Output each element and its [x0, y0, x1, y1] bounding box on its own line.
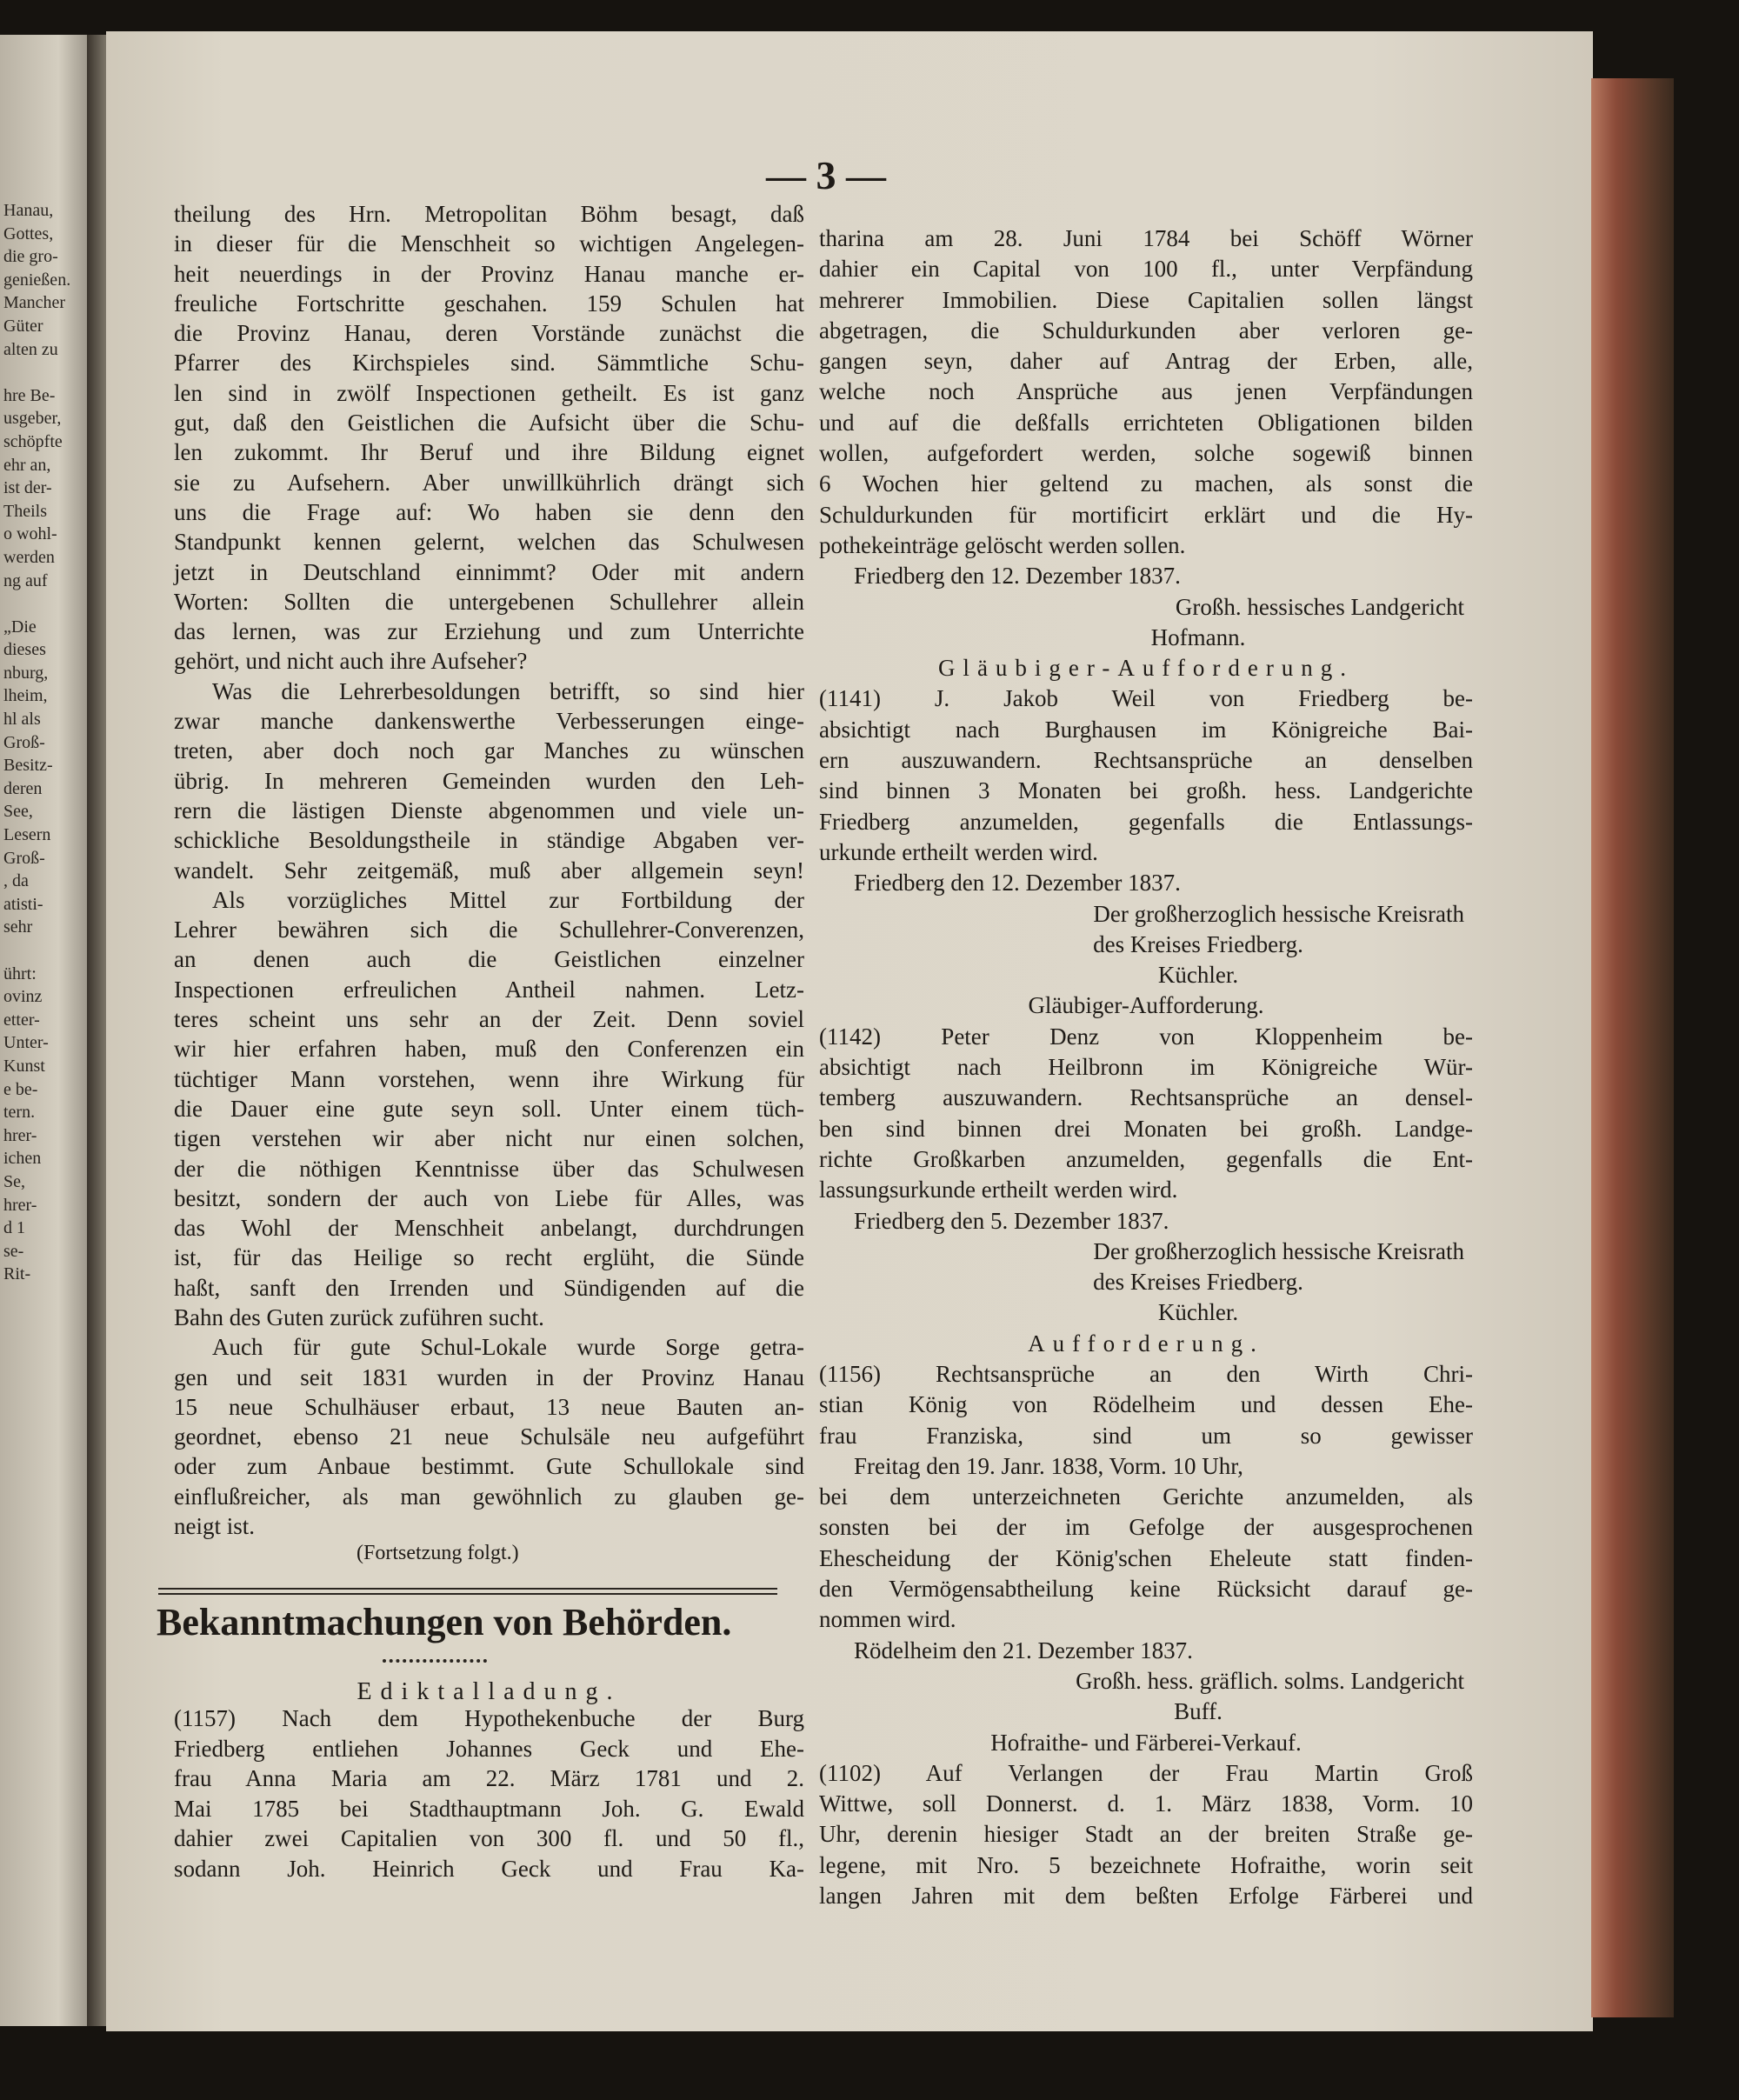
page-number: — 3 —	[766, 153, 886, 197]
text-line: rern die lästigen Dienste abgenommen und viele un-	[174, 797, 804, 823]
text-line: Friedberg anzumelden, gegenfalls die Entlassungs-	[819, 808, 1473, 835]
text-line: Friedberg entliehen Johannes Geck und Ehe-	[174, 1735, 804, 1762]
text-line: schickliche Besoldungstheile in ständige Abgaben ver-	[174, 827, 804, 854]
text-line: legene, mit Nro. 5 bezeichnete Hofraithe, worin seit	[819, 1851, 1473, 1878]
fragment-line: Hanau,	[3, 201, 54, 220]
text-line: Mai 1785 bei Stadthauptmann Joh. G. Ewald	[174, 1795, 804, 1822]
text-line: Worten: Sollten die untergebenen Schullehrer allein	[174, 588, 804, 615]
fragment-line: ehr an,	[3, 455, 51, 475]
text-line: Gläubiger-Aufforderung.	[1028, 992, 1264, 1019]
text-line: absichtigt nach Heilbronn im Königreiche Wür-	[819, 1054, 1473, 1081]
fragment-line: d 1	[3, 1218, 25, 1238]
text-line: wir hier erfahren haben, muß den Conferenzen ein	[174, 1036, 804, 1063]
fragment-line	[3, 592, 90, 616]
fragment-line: hrer-	[3, 1125, 37, 1145]
text-line: einflußreicher, als man gewöhnlich zu glauben ge-	[174, 1483, 804, 1510]
text-line: treten, aber doch noch gar Manches zu wünschen	[174, 737, 804, 764]
fragment-line: Gottes,	[3, 223, 54, 243]
text-line: gehört, und nicht auch ihre Aufseher?	[174, 648, 528, 675]
text-line: das lernen, was zur Erziehung und zum Unterrichte	[174, 618, 804, 645]
fragment-line	[3, 361, 90, 384]
edikt-heading: Ediktalladung.	[356, 1678, 622, 1705]
fragment-line: e be-	[3, 1079, 38, 1099]
text-line: wollen, aufgefordert werden, solche sogewiß binnen	[819, 440, 1473, 467]
fragment-line: schöpfte	[3, 431, 63, 451]
text-line: geordnet, ebenso 21 neue Schulsäle neu aufgeführt	[174, 1423, 804, 1450]
text-line: dahier zwei Capitalien von 300 fl. und 50 fl.,	[174, 1825, 804, 1852]
text-line: das Wohl der Menschheit anbelangt, durchdrungen	[174, 1215, 804, 1242]
text-line: abgetragen, die Schuldurkunden aber verloren ge-	[819, 317, 1473, 343]
fragment-line: Kunst	[3, 1056, 45, 1076]
text-line: freuliche Fortschritte geschahen. 159 Schulen hat	[174, 290, 804, 317]
text-line: Schuldurkunden für mortificirt erklärt und die Hy-	[819, 501, 1473, 528]
text-line: Auch für gute Schul-Lokale wurde Sorge getra-	[212, 1334, 804, 1361]
left-column-notice	[174, 1703, 804, 1884]
fragment-line: ichen	[3, 1149, 42, 1169]
text-line: dahier ein Capital von 100 fl., unter Verpfändung	[819, 256, 1473, 283]
text-line: welche noch Ansprüche aus jenen Verpfändungen	[819, 378, 1473, 405]
text-line: oder zum Anbaue bestimmt. Gute Schullokale sind	[174, 1453, 804, 1480]
fragment-line: Besitz-	[3, 756, 53, 776]
text-line: zwar manche dankenswerthe Verbesserungen einge-	[174, 708, 804, 735]
fragment-line: , da	[3, 871, 29, 891]
fragment-line: ng auf	[3, 570, 48, 590]
text-line: Hofmann.	[1150, 623, 1246, 650]
fragment-line: Güter	[3, 316, 43, 336]
text-line: absichtigt nach Burghausen im Königreiche Bai-	[819, 716, 1473, 743]
text-line: besitzt, sondern der auch von Liebe für Alles, was	[174, 1184, 804, 1211]
fragment-line: usgeber,	[3, 409, 62, 429]
fragment-line: die gro-	[3, 247, 58, 267]
text-line: sodann Joh. Heinrich Geck und Frau Ka-	[174, 1855, 804, 1882]
text-line: frau Anna Maria am 22. März 1781 und 2.	[174, 1765, 804, 1792]
section-heading: Bekanntmachungen von Behörden.	[157, 1601, 732, 1643]
left-column-article	[174, 199, 804, 1541]
text-line: tüchtiger Mann vorstehen, wenn ihre Wirkung für	[174, 1065, 804, 1092]
text-line: Hofraithe- und Färberei-Verkauf.	[990, 1729, 1302, 1756]
fragment-line: ovinz	[3, 987, 43, 1007]
text-line: gen und seit 1831 wurden in der Provinz Hanau	[174, 1363, 804, 1390]
fragment-line: hrer-	[3, 1195, 37, 1215]
text-line: Pfarrer des Kirchspieles sind. Sämmtliche Schu-	[174, 350, 804, 377]
text-line: Lehrer bewähren sich die Schullehrer-Converenzen,	[174, 917, 804, 943]
text-line: ben sind binnen drei Monaten bei großh. Landge-	[819, 1115, 1473, 1142]
fragment-line: Groß-	[3, 732, 45, 752]
text-line: frau Franziska, sind um so gewisser	[819, 1422, 1473, 1449]
fragment-line: hre Be-	[3, 385, 56, 405]
text-line: 6 Wochen hier geltend zu machen, als sonst die	[819, 470, 1473, 497]
fragment-line: werden	[3, 547, 55, 567]
text-line: übrig. In mehreren Gemeinden wurden den Leh-	[174, 767, 804, 794]
text-line: Der großherzoglich hessische Kreisrath	[1093, 1237, 1464, 1264]
fragment-line: sehr	[3, 917, 33, 937]
text-line: Der großherzoglich hessische Kreisrath	[1093, 900, 1464, 927]
double-rule-bottom	[158, 1593, 777, 1595]
text-line: die Dauer eine gute seyn soll. Unter einem tüch-	[174, 1095, 804, 1122]
text-line: Was die Lehrerbesoldungen betrifft, so sind hier	[212, 677, 804, 704]
text-line: richte Großkarben anzumelden, gegenfalls die Ent-	[819, 1145, 1473, 1172]
left-page-fragment-text	[3, 199, 90, 1286]
continuation-note: (Fortsetzung folgt.)	[356, 1542, 519, 1564]
text-line: neigt ist.	[174, 1513, 255, 1540]
text-line: Als vorzügliches Mittel zur Fortbildung der	[212, 886, 804, 913]
text-line: Gläubiger-Aufforderung.	[937, 655, 1355, 682]
text-line: den Vermögensabtheilung keine Rücksicht darauf ge-	[819, 1576, 1473, 1603]
fragment-line: Lesern	[3, 825, 51, 845]
text-line: Buff.	[1174, 1698, 1223, 1725]
text-line: Freitag den 19. Janr. 1838, Vorm. 10 Uhr,	[854, 1452, 1243, 1479]
book-edge	[1591, 78, 1674, 2017]
fragment-line: nburg,	[3, 663, 49, 683]
right-column-notices	[819, 223, 1473, 1911]
text-line: ist, für das Heilige so recht erglüht, die Sünde	[174, 1244, 804, 1271]
text-line: uns die Frage auf: Wo haben sie denn den	[174, 498, 804, 525]
text-line: die Provinz Hanau, deren Vorstände zunächst die	[174, 320, 804, 347]
fragment-line: dieses	[3, 640, 46, 660]
fragment-line: Unter-	[3, 1033, 49, 1053]
fragment-line: deren	[3, 778, 43, 798]
text-line: (1156) Rechtsansprüche an den Wirth Chri-	[819, 1360, 1473, 1387]
text-line: urkunde ertheilt werden wird.	[819, 838, 1098, 865]
text-line: Küchler.	[1157, 1299, 1239, 1326]
decorative-ornament	[383, 1650, 487, 1663]
text-line: teres scheint uns sehr an der Zeit. Denn soviel	[174, 1006, 804, 1033]
fragment-line: Theils	[3, 501, 47, 521]
fragment-line: etter-	[3, 1010, 40, 1030]
text-line: len zukommt. Ihr Beruf und ihre Bildung eignet	[174, 439, 804, 466]
text-line: und auf die deßfalls errichteten Obligationen bilden	[819, 409, 1473, 436]
text-line: bei dem unterzeichneten Gerichte anzumelden, als	[819, 1483, 1473, 1510]
text-line: mehrerer Immobilien. Diese Capitalien sollen längst	[819, 286, 1473, 313]
text-line: Ehescheidung der König'schen Eheleute statt finden-	[819, 1544, 1473, 1571]
text-line: (1157) Nach dem Hypothekenbuche der Burg	[174, 1705, 804, 1731]
text-line: gut, daß den Geistlichen die Aufsicht über die Schu-	[174, 410, 804, 437]
text-line: len sind in zwölf Inspectionen getheilt. Es ist ganz	[174, 379, 804, 406]
text-line: Standpunkt kennen gelernt, welchen das Schulwesen	[174, 529, 804, 556]
text-line: (1102) Auf Verlangen der Frau Martin Groß	[819, 1759, 1473, 1786]
text-line: sonsten bei der im Gefolge der ausgesprochenen	[819, 1514, 1473, 1541]
text-line: an denen auch die Geistlichen einzelner	[174, 946, 804, 973]
text-line: temberg auszuwandern. Rechtsansprüche an densel-	[819, 1084, 1473, 1111]
text-line: Rödelheim den 21. Dezember 1837.	[854, 1637, 1193, 1663]
text-line: sind binnen 3 Monaten bei großh. hess. Landgerichte	[819, 777, 1473, 804]
text-line: theilung des Hrn. Metropolitan Böhm besagt, daß	[174, 201, 804, 227]
text-line: langen Jahren mit dem beßten Erfolge Färberei und	[819, 1883, 1473, 1910]
text-line: pothekeinträge gelöscht werden sollen.	[819, 531, 1186, 558]
text-line: der die nöthigen Kenntnisse über das Schulwesen	[174, 1155, 804, 1182]
text-line: ern auszuwandern. Rechtsansprüche an denselben	[819, 747, 1473, 774]
fragment-line: Rit-	[3, 1264, 31, 1284]
fragment-line	[3, 939, 90, 963]
text-line: des Kreises Friedberg.	[1093, 930, 1303, 957]
text-line: lassungsurkunde ertheilt werden wird.	[819, 1177, 1178, 1203]
fragment-line: Se,	[3, 1171, 25, 1191]
text-line: haßt, sanft den Irrenden und Sündigenden auf die	[174, 1274, 804, 1301]
fragment-line: See,	[3, 802, 33, 822]
fragment-line: hl als	[3, 710, 41, 730]
fragment-line: Groß-	[3, 848, 45, 868]
fragment-line: ührt:	[3, 963, 37, 983]
fragment-line: se-	[3, 1241, 24, 1261]
text-line: Aufforderung.	[1028, 1330, 1264, 1357]
text-line: jetzt in Deutschland einnimmt? Oder mit andern	[174, 558, 804, 585]
text-line: Friedberg den 12. Dezember 1837.	[854, 563, 1181, 590]
text-line: (1142) Peter Denz von Kloppenheim be-	[819, 1023, 1473, 1050]
text-line: Bahn des Guten zurück zuführen sucht.	[174, 1303, 544, 1330]
fragment-line: genießen.	[3, 270, 71, 290]
fragment-line: alten zu	[3, 339, 58, 359]
text-line: gangen seyn, daher auf Antrag der Erben, alle,	[819, 348, 1473, 375]
text-line: tharina am 28. Juni 1784 bei Schöff Wörner	[819, 225, 1473, 251]
text-line: in dieser für die Menschheit so wichtigen Angelegen-	[174, 230, 804, 257]
text-line: stian König von Rödelheim und dessen Ehe-	[819, 1391, 1473, 1418]
text-line: Inspectionen erfreulichen Antheil nahmen. Letz-	[174, 976, 804, 1003]
text-line: Friedberg den 5. Dezember 1837.	[854, 1207, 1169, 1234]
fragment-line: tern.	[3, 1103, 36, 1123]
text-line: (1141) J. Jakob Weil von Friedberg be-	[819, 685, 1473, 712]
fragment-line: o wohl-	[3, 524, 57, 544]
text-line: tigen verstehen wir aber nicht nur einen solchen,	[174, 1125, 804, 1152]
fragment-line: lheim,	[3, 686, 48, 706]
text-line: Friedberg den 12. Dezember 1837.	[854, 870, 1181, 897]
text-line: heit neuerdings in der Provinz Hanau manche er-	[174, 260, 804, 287]
text-line: wandelt. Sehr zeitgemäß, muß aber allgemein seyn!	[174, 857, 804, 883]
text-line: Küchler.	[1157, 962, 1239, 989]
text-line: Großh. hessisches Landgericht	[1175, 593, 1464, 620]
text-line: sie zu Aufsehern. Aber unwillkührlich drängt sich	[174, 469, 804, 496]
fragment-line: „Die	[3, 617, 37, 637]
text-line: Uhr, derenin hiesiger Stadt an der breiten Straße ge-	[819, 1821, 1473, 1848]
text-line: 15 neue Schulhäuser erbaut, 13 neue Bauten an-	[174, 1393, 804, 1420]
fragment-line: atisti-	[3, 894, 43, 914]
text-line: Großh. hess. gräflich. solms. Landgericht	[1076, 1667, 1464, 1694]
double-rule-top	[158, 1588, 777, 1590]
fragment-line: ist der-	[3, 478, 52, 498]
fragment-line: Mancher	[3, 293, 66, 313]
text-line: des Kreises Friedberg.	[1093, 1269, 1303, 1296]
text-line: nommen wird.	[819, 1606, 956, 1633]
text-line: Wittwe, soll Donnerst. d. 1. März 1838, Vorm. 10	[819, 1790, 1473, 1817]
